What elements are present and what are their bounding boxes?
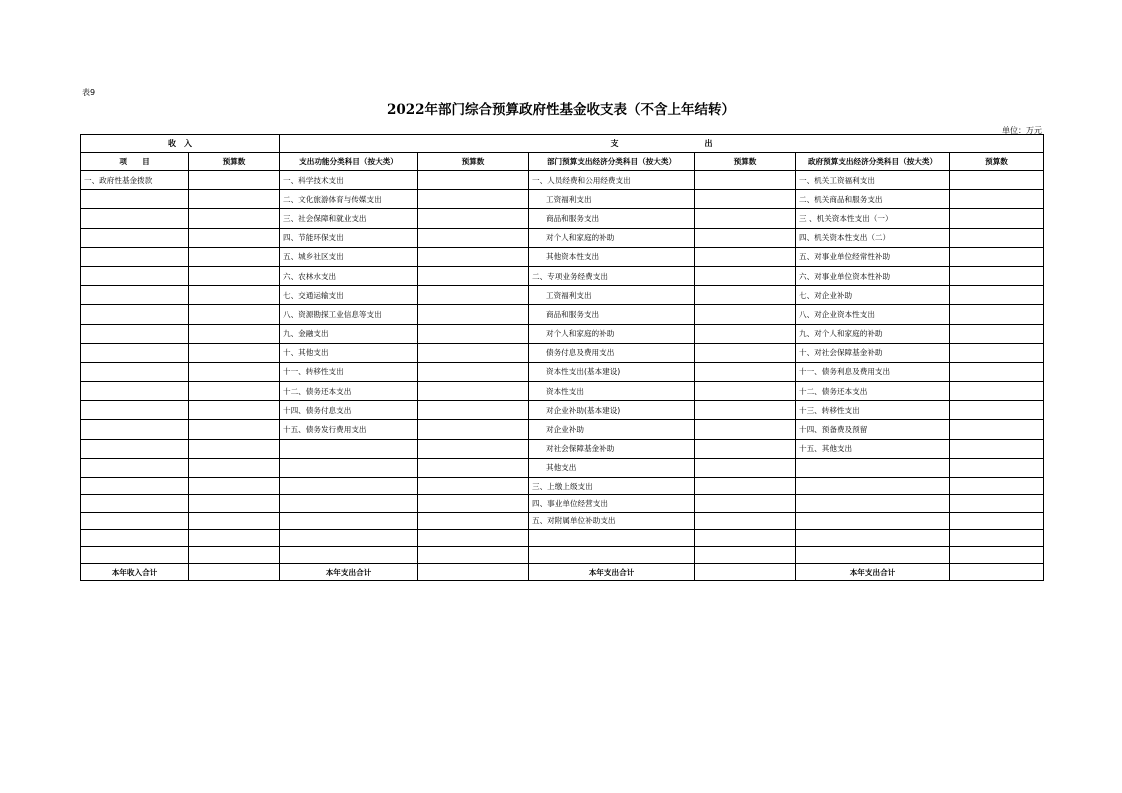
- income-budget-cell: [189, 495, 280, 512]
- expense-header: [280, 135, 1044, 153]
- income-total-label: 本年收入合计: [81, 564, 189, 581]
- col-gov-econ-header: 政府预算支出经济分类科目（按大类）: [796, 153, 950, 171]
- func-class-cell: 十四、债务付息支出: [280, 401, 418, 420]
- table-row: [81, 286, 1044, 305]
- func-budget-cell: [418, 266, 529, 285]
- table-row: [81, 171, 1044, 190]
- func-total-value: [418, 564, 529, 581]
- func-budget-cell: [418, 190, 529, 209]
- header-row-2: [81, 153, 1044, 171]
- table-row: [81, 266, 1044, 285]
- func-budget-cell: [418, 420, 529, 439]
- dept-budget-cell: [695, 420, 796, 439]
- col-dept-econ-header: 部门预算支出经济分类科目（按大类）: [529, 153, 695, 171]
- table-row: [81, 439, 1044, 458]
- dept-budget-cell: [695, 439, 796, 458]
- dept-budget-cell: [695, 247, 796, 266]
- table-row: [81, 305, 1044, 324]
- gov-budget-cell: [950, 529, 1044, 546]
- table-row: [81, 458, 1044, 477]
- func-class-cell: 五、城乡社区支出: [280, 247, 418, 266]
- dept-econ-cell: 资本性支出(基本建设): [529, 362, 695, 381]
- income-budget-cell: [189, 343, 280, 362]
- dept-econ-cell: 三、上缴上级支出: [529, 478, 695, 495]
- func-class-cell: 九、金融支出: [280, 324, 418, 343]
- table-row: [81, 401, 1044, 420]
- dept-budget-cell: [695, 478, 796, 495]
- func-class-cell: 一、科学技术支出: [280, 171, 418, 190]
- gov-budget-cell: [950, 382, 1044, 401]
- func-budget-cell: [418, 343, 529, 362]
- func-budget-cell: [418, 286, 529, 305]
- func-class-cell: 八、资源勘探工业信息等支出: [280, 305, 418, 324]
- gov-econ-cell: [796, 529, 950, 546]
- dept-econ-cell: 对个人和家庭的补助: [529, 324, 695, 343]
- income-budget-cell: [189, 171, 280, 190]
- dept-econ-cell: 债务付息及费用支出: [529, 343, 695, 362]
- income-budget-cell: [189, 190, 280, 209]
- func-class-cell: [280, 547, 418, 564]
- col-income-budget-header: 预算数: [189, 153, 280, 171]
- func-class-cell: 四、节能环保支出: [280, 228, 418, 247]
- table-row: [81, 324, 1044, 343]
- income-item-cell: [81, 495, 189, 512]
- dept-budget-cell: [695, 228, 796, 247]
- income-item-cell: [81, 420, 189, 439]
- budget-table: [80, 134, 1044, 581]
- dept-econ-cell: 一、人员经费和公用经费支出: [529, 171, 695, 190]
- dept-total-value: [695, 564, 796, 581]
- dept-budget-cell: [695, 171, 796, 190]
- gov-econ-cell: 十一、债务利息及费用支出: [796, 362, 950, 381]
- gov-budget-cell: [950, 190, 1044, 209]
- dept-budget-cell: [695, 190, 796, 209]
- dept-budget-cell: [695, 362, 796, 381]
- table-row: [81, 495, 1044, 512]
- income-budget-cell: [189, 324, 280, 343]
- dept-econ-cell: [529, 529, 695, 546]
- income-item-cell: [81, 266, 189, 285]
- gov-econ-cell: [796, 512, 950, 529]
- gov-econ-cell: 三 、机关资本性支出（一）: [796, 209, 950, 228]
- gov-econ-cell: 四、机关资本性支出（二）: [796, 228, 950, 247]
- func-budget-cell: [418, 512, 529, 529]
- income-budget-cell: [189, 478, 280, 495]
- income-item-cell: [81, 439, 189, 458]
- gov-econ-cell: 二、机关商品和服务支出: [796, 190, 950, 209]
- income-budget-cell: [189, 382, 280, 401]
- income-item-cell: [81, 324, 189, 343]
- gov-econ-cell: [796, 458, 950, 477]
- gov-budget-cell: [950, 420, 1044, 439]
- income-item-cell: [81, 305, 189, 324]
- dept-budget-cell: [695, 529, 796, 546]
- gov-econ-cell: 九、对个人和家庭的补助: [796, 324, 950, 343]
- dept-econ-cell: [529, 547, 695, 564]
- income-budget-cell: [189, 547, 280, 564]
- gov-econ-cell: 十三、转移性支出: [796, 401, 950, 420]
- gov-budget-cell: [950, 362, 1044, 381]
- gov-total-label: 本年支出合计: [796, 564, 950, 581]
- func-class-cell: [280, 439, 418, 458]
- dept-budget-cell: [695, 266, 796, 285]
- gov-budget-cell: [950, 478, 1044, 495]
- gov-budget-cell: [950, 209, 1044, 228]
- func-class-cell: [280, 478, 418, 495]
- func-class-cell: 六、农林水支出: [280, 266, 418, 285]
- func-budget-cell: [418, 458, 529, 477]
- func-budget-cell: [418, 529, 529, 546]
- income-item-cell: [81, 529, 189, 546]
- gov-budget-cell: [950, 547, 1044, 564]
- income-header: 收 入: [81, 135, 280, 153]
- gov-budget-cell: [950, 439, 1044, 458]
- dept-econ-cell: 对社会保障基金补助: [529, 439, 695, 458]
- gov-budget-cell: [950, 458, 1044, 477]
- func-budget-cell: [418, 547, 529, 564]
- income-item-cell: [81, 228, 189, 247]
- table-row: [81, 382, 1044, 401]
- func-class-cell: [280, 529, 418, 546]
- gov-econ-cell: 十、对社会保障基金补助: [796, 343, 950, 362]
- dept-budget-cell: [695, 512, 796, 529]
- income-budget-cell: [189, 512, 280, 529]
- func-budget-cell: [418, 382, 529, 401]
- dept-econ-cell: 商品和服务支出: [529, 209, 695, 228]
- header-row-1: [81, 135, 1044, 153]
- income-budget-cell: [189, 266, 280, 285]
- dept-total-label: 本年支出合计: [529, 564, 695, 581]
- func-class-cell: [280, 458, 418, 477]
- page-title: 2022年部门综合预算政府性基金收支表（不含上年结转）: [386, 102, 736, 118]
- func-total-label: 本年支出合计: [280, 564, 418, 581]
- table-row: [81, 228, 1044, 247]
- table-row: [81, 209, 1044, 228]
- func-class-cell: 二、文化旅游体育与传媒支出: [280, 190, 418, 209]
- income-budget-cell: [189, 209, 280, 228]
- func-class-cell: 十五、债务发行费用支出: [280, 420, 418, 439]
- func-budget-cell: [418, 228, 529, 247]
- expense-header-right: 出: [704, 139, 713, 148]
- dept-budget-cell: [695, 286, 796, 305]
- income-budget-cell: [189, 228, 280, 247]
- gov-econ-cell: 十四、预备费及预留: [796, 420, 950, 439]
- gov-budget-cell: [950, 286, 1044, 305]
- income-budget-cell: [189, 529, 280, 546]
- gov-econ-cell: [796, 478, 950, 495]
- table-row: [81, 343, 1044, 362]
- gov-budget-cell: [950, 228, 1044, 247]
- gov-econ-cell: 八、对企业资本性支出: [796, 305, 950, 324]
- dept-budget-cell: [695, 343, 796, 362]
- func-class-cell: 三、社会保障和就业支出: [280, 209, 418, 228]
- dept-budget-cell: [695, 305, 796, 324]
- dept-econ-cell: 二、专项业务经费支出: [529, 266, 695, 285]
- income-item-cell: [81, 547, 189, 564]
- func-budget-cell: [418, 324, 529, 343]
- table-number: 表9: [82, 88, 96, 97]
- gov-econ-cell: 十二、债务还本支出: [796, 382, 950, 401]
- dept-econ-cell: 商品和服务支出: [529, 305, 695, 324]
- gov-total-value: [950, 564, 1044, 581]
- func-class-cell: 七、交通运输支出: [280, 286, 418, 305]
- func-budget-cell: [418, 495, 529, 512]
- func-class-cell: 十二、债务还本支出: [280, 382, 418, 401]
- unit-label: 单位：万元: [1002, 126, 1042, 135]
- income-item-cell: [81, 247, 189, 266]
- dept-budget-cell: [695, 547, 796, 564]
- dept-budget-cell: [695, 401, 796, 420]
- dept-budget-cell: [695, 324, 796, 343]
- income-budget-cell: [189, 439, 280, 458]
- total-row: [81, 564, 1044, 581]
- gov-econ-cell: 十五、其他支出: [796, 439, 950, 458]
- col-func-class-header: 支出功能分类科目（按大类）: [280, 153, 418, 171]
- income-budget-cell: [189, 420, 280, 439]
- func-budget-cell: [418, 439, 529, 458]
- col-func-budget-header: 预算数: [418, 153, 529, 171]
- gov-budget-cell: [950, 512, 1044, 529]
- col-dept-budget-header: 预算数: [695, 153, 796, 171]
- gov-budget-cell: [950, 266, 1044, 285]
- dept-econ-cell: 其他资本性支出: [529, 247, 695, 266]
- income-item-cell: [81, 362, 189, 381]
- income-item-cell: [81, 343, 189, 362]
- func-budget-cell: [418, 362, 529, 381]
- income-item-cell: [81, 190, 189, 209]
- gov-econ-cell: [796, 495, 950, 512]
- income-item-cell: [81, 382, 189, 401]
- dept-econ-cell: 五、对附属单位补助支出: [529, 512, 695, 529]
- dept-budget-cell: [695, 458, 796, 477]
- gov-econ-cell: 六、对事业单位资本性补助: [796, 266, 950, 285]
- dept-econ-cell: 资本性支出: [529, 382, 695, 401]
- func-class-cell: 十、其他支出: [280, 343, 418, 362]
- table-row: [81, 247, 1044, 266]
- col-item-header: 项 目: [81, 153, 189, 171]
- gov-budget-cell: [950, 247, 1044, 266]
- dept-econ-cell: 工资福利支出: [529, 190, 695, 209]
- dept-econ-cell: 对企业补助: [529, 420, 695, 439]
- func-class-cell: [280, 495, 418, 512]
- func-budget-cell: [418, 209, 529, 228]
- table-row: [81, 420, 1044, 439]
- dept-econ-cell: 工资福利支出: [529, 286, 695, 305]
- table-row: [81, 362, 1044, 381]
- col-gov-budget-header: 预算数: [950, 153, 1044, 171]
- income-budget-cell: [189, 247, 280, 266]
- income-total-value: [189, 564, 280, 581]
- income-item-cell: [81, 209, 189, 228]
- func-budget-cell: [418, 478, 529, 495]
- gov-econ-cell: [796, 547, 950, 564]
- income-item-cell: 一、政府性基金拨款: [81, 171, 189, 190]
- income-item-cell: [81, 512, 189, 529]
- dept-budget-cell: [695, 209, 796, 228]
- func-budget-cell: [418, 247, 529, 266]
- gov-budget-cell: [950, 495, 1044, 512]
- dept-budget-cell: [695, 382, 796, 401]
- table-row: [81, 529, 1044, 546]
- income-item-cell: [81, 458, 189, 477]
- gov-budget-cell: [950, 343, 1044, 362]
- dept-econ-cell: 四、事业单位经营支出: [529, 495, 695, 512]
- gov-budget-cell: [950, 401, 1044, 420]
- income-budget-cell: [189, 362, 280, 381]
- table-row: [81, 547, 1044, 564]
- income-budget-cell: [189, 458, 280, 477]
- income-budget-cell: [189, 286, 280, 305]
- table-row: [81, 478, 1044, 495]
- table-row: [81, 190, 1044, 209]
- func-budget-cell: [418, 305, 529, 324]
- gov-budget-cell: [950, 324, 1044, 343]
- func-class-cell: 十一、转移性支出: [280, 362, 418, 381]
- expense-header-left: 支: [610, 139, 619, 148]
- gov-econ-cell: 五、对事业单位经常性补助: [796, 247, 950, 266]
- func-class-cell: [280, 512, 418, 529]
- func-budget-cell: [418, 171, 529, 190]
- dept-econ-cell: 对企业补助(基本建设): [529, 401, 695, 420]
- income-budget-cell: [189, 305, 280, 324]
- gov-econ-cell: 七、对企业补助: [796, 286, 950, 305]
- income-item-cell: [81, 478, 189, 495]
- income-item-cell: [81, 401, 189, 420]
- gov-budget-cell: [950, 305, 1044, 324]
- income-budget-cell: [189, 401, 280, 420]
- func-budget-cell: [418, 401, 529, 420]
- gov-budget-cell: [950, 171, 1044, 190]
- table-row: [81, 512, 1044, 529]
- dept-econ-cell: 其他支出: [529, 458, 695, 477]
- gov-econ-cell: 一、机关工资福利支出: [796, 171, 950, 190]
- dept-budget-cell: [695, 495, 796, 512]
- income-item-cell: [81, 286, 189, 305]
- dept-econ-cell: 对个人和家庭的补助: [529, 228, 695, 247]
